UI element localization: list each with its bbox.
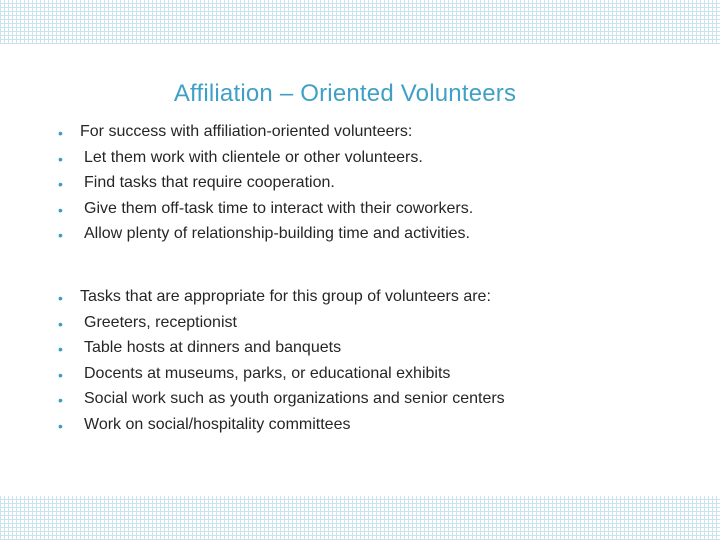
- bullet-icon: •: [58, 417, 63, 434]
- bullet-icon: •: [58, 227, 63, 244]
- bottom-grid-band: [0, 496, 720, 540]
- list-item-text: Greeters, receptionist: [84, 313, 237, 331]
- list-item-text: Let them work with clientele or other volunteers.: [84, 148, 423, 166]
- bullet-icon: •: [58, 176, 63, 193]
- bullet-icon: •: [58, 201, 63, 218]
- list-item-text: Table hosts at dinners and banquets: [84, 339, 342, 357]
- bullet-icon: •: [58, 366, 63, 383]
- bullet-icon: •: [58, 125, 63, 141]
- list-item-text: Give them off-task time to interact with their coworkers.: [84, 199, 474, 217]
- bullet-icon: •: [58, 290, 63, 306]
- list-item-text: Find tasks that require cooperation.: [84, 174, 335, 192]
- top-grid-band: [0, 0, 720, 44]
- list-item-text: Docents at museums, parks, or educational exhibits: [84, 364, 451, 382]
- list-heading-text: Tasks that are appropriate for this group of volunteers are:: [80, 288, 491, 305]
- bullet-icon: •: [58, 150, 63, 167]
- list-item-text: Allow plenty of relationship-building time and activities.: [84, 225, 470, 243]
- bullet-icon: •: [58, 341, 63, 358]
- bullet-icon: •: [58, 392, 63, 409]
- bullet-icon: •: [58, 315, 63, 332]
- list-item-text: Social work such as youth organizations and senior centers: [84, 390, 505, 408]
- list-heading-text: For success with affiliation-oriented volunteers:: [80, 123, 413, 140]
- slide-title: Affiliation – Oriented Volunteers: [173, 80, 517, 107]
- list-item-text: Work on social/hospitality committees: [84, 415, 351, 433]
